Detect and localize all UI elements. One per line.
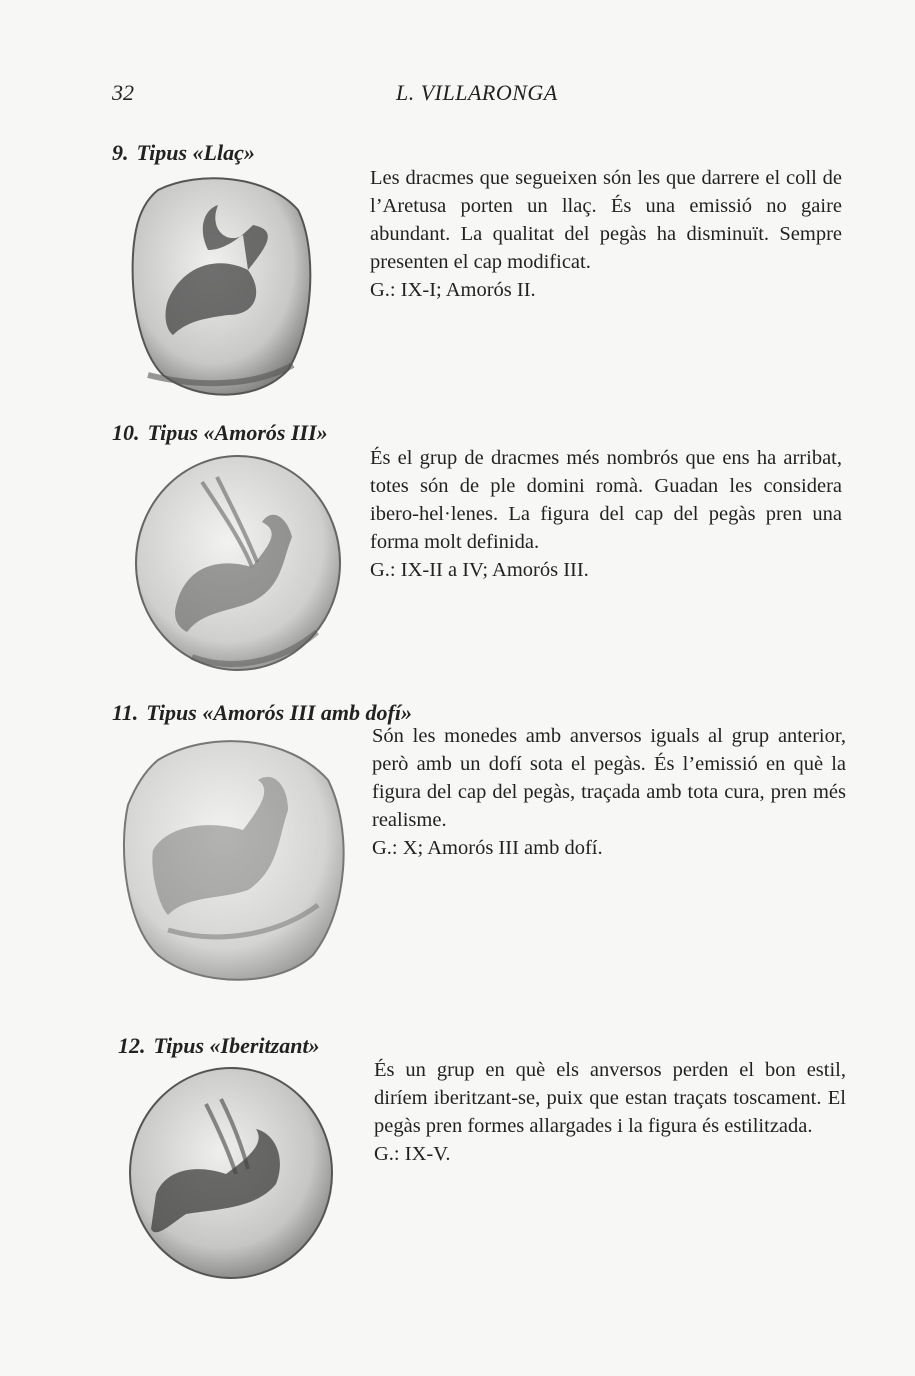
entry-number: 11. [112, 700, 139, 725]
entry-12-description [374, 1056, 846, 1168]
coin-image-amoros-iii [132, 452, 344, 674]
entry-9-title [112, 140, 255, 166]
coin-image-amoros-iii-dofi [118, 730, 350, 990]
entry-reference: G.: IX-II a IV; Amorós III. [370, 559, 589, 581]
entry-number: 12. [118, 1033, 146, 1058]
entry-paragraph: Són les monedes amb anversos iguals al grup anterior, però amb un dofí sota el pegàs. És l’emissió en què la figura del cap del pegàs, traçada amb tota cura, pren més realisme. [372, 725, 846, 831]
entry-paragraph: És el grup de dracmes més nombrós que ens ha arribat, totes són de ple domini romà. Guadan les considera ibero-hel·lenes. La figura del cap del pegàs pren una forma molt definida. [370, 447, 842, 553]
entry-number: 10. [112, 420, 140, 445]
page-number: 32 [112, 80, 134, 105]
entry-paragraph: És un grup en què els anversos perden el bon estil, diríem iberitzant-se, puix que estan traçats toscament. El pegàs pren formes allargades i la figura és estilitzada. [374, 1059, 846, 1137]
entry-11-title [112, 700, 412, 726]
coin-image-llac [128, 170, 316, 402]
entry-reference: G.: IX-I; Amorós II. [370, 279, 536, 301]
entry-title-text: Tipus «Amorós III amb dofí» [146, 700, 412, 725]
entry-title-text: Tipus «Iberitzant» [153, 1033, 320, 1058]
entry-9-description [370, 164, 842, 304]
entry-reference: G.: IX-V. [374, 1143, 451, 1165]
coin-image-iberitzant [126, 1064, 336, 1282]
entry-title-text: Tipus «Llaç» [136, 140, 255, 165]
running-head: L. VILLARONGA [396, 80, 558, 105]
entry-11-description [372, 722, 846, 862]
entry-title-text: Tipus «Amorós III» [147, 420, 328, 445]
entry-number: 9. [112, 140, 129, 165]
entry-10-title [112, 420, 328, 446]
entry-10-description [370, 444, 842, 584]
entry-reference: G.: X; Amorós III amb dofí. [372, 837, 603, 859]
entry-paragraph: Les dracmes que segueixen són les que darrere el coll de l’Aretusa porten un llaç. És una emissió no gaire abundant. La qualitat del pegàs ha disminuït. Sempre presenten el cap modificat. [370, 167, 842, 273]
entry-12-title [118, 1033, 320, 1059]
